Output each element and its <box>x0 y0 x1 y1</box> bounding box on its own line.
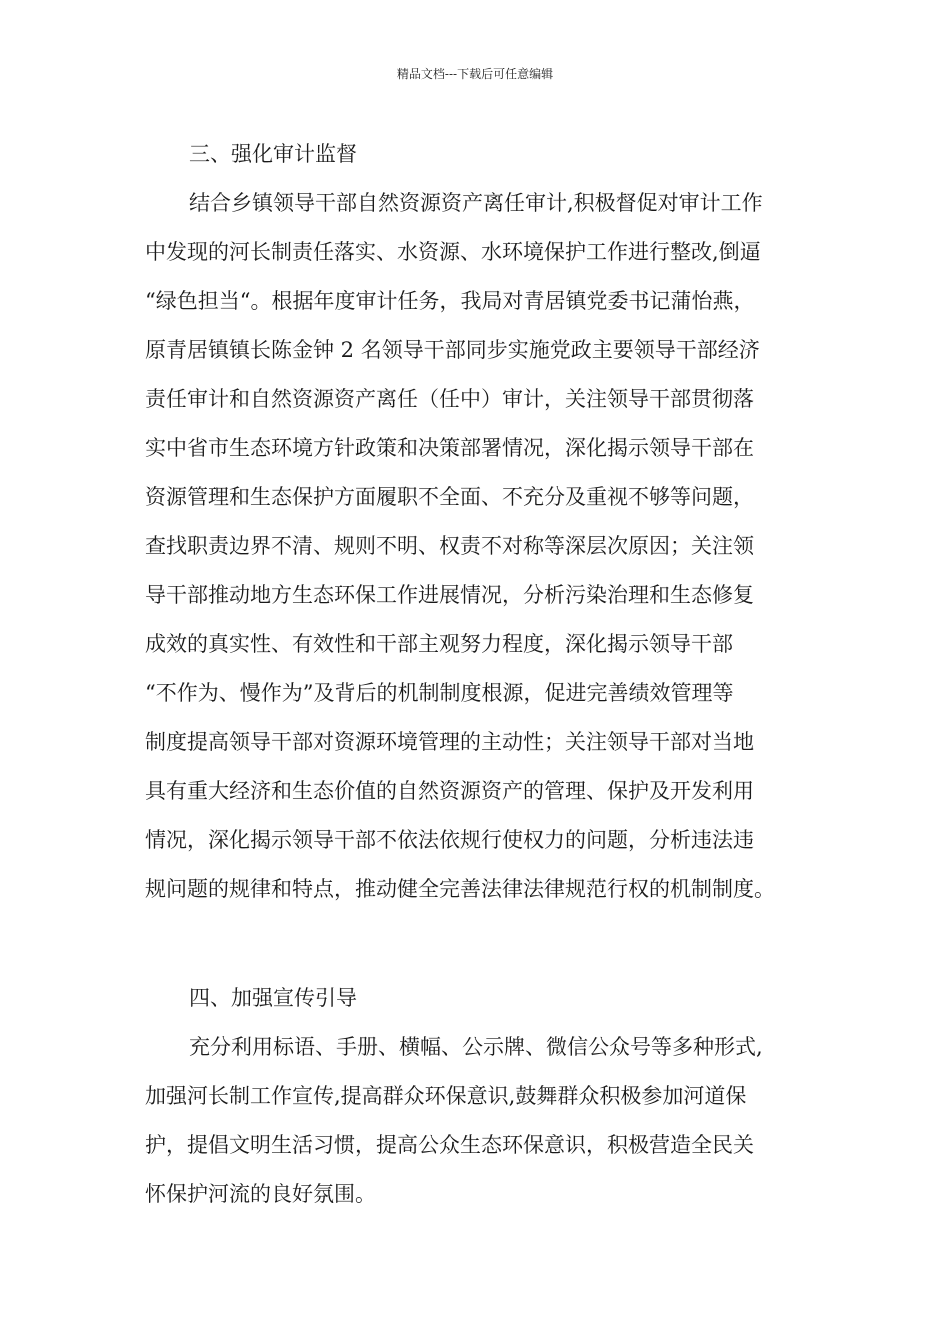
paragraph-line: 导干部推动地方生态环保工作进展情况，分析污染治理和生态修复 <box>145 583 754 607</box>
page-header: 精品文档---下载后可任意编辑 <box>396 67 554 81</box>
paragraph-line: “绿色担当“。根据年度审计任务，我局对青居镇党委书记蒲怡燕， <box>145 289 755 313</box>
section-spacer <box>145 914 827 974</box>
paragraph-line: 资源管理和生态保护方面履职不全面、不充分及重视不够等问题， <box>145 485 754 509</box>
paragraph-line: 具有重大经济和生态价值的自然资源资产的管理、保护及开发利用 <box>145 779 754 803</box>
paragraph-line: 中发现的河长制责任落实、水资源、水环境保护工作进行整改,倒逼 <box>145 240 761 264</box>
document-body <box>145 130 827 1219</box>
section-heading-4: 四、加强宣传引导 <box>189 986 357 1010</box>
paragraph-line: 结合乡镇领导干部自然资源资产离任审计,积极督促对审计工作 <box>189 191 763 215</box>
paragraph-line: 加强河长制工作宣传,提高群众环保意识,鼓舞群众积极参加河道保 <box>145 1084 747 1108</box>
paragraph-line: 护，提倡文明生活习惯，提高公众生态环保意识，积极营造全民关 <box>145 1133 754 1157</box>
paragraph-line: 责任审计和自然资源资产离任（任中）审计，关注领导干部贯彻落 <box>145 387 754 411</box>
paragraph-line: 情况，深化揭示领导干部不依法依规行使权力的问题，分析违法违 <box>145 828 754 852</box>
section-4-paragraph <box>145 1023 827 1219</box>
paragraph-line: 成效的真实性、有效性和干部主观努力程度，深化揭示领导干部 <box>145 632 733 656</box>
paragraph-line: 实中省市生态环境方针政策和决策部署情况，深化揭示领导干部在 <box>145 436 754 460</box>
section-heading-3: 三、强化审计监督 <box>189 142 357 166</box>
paragraph-line: 规问题的规律和特点，推动健全完善法律法律规范行权的机制制度。 <box>145 877 775 901</box>
paragraph-line: 制度提高领导干部对资源环境管理的主动性；关注领导干部对当地 <box>145 730 754 754</box>
paragraph-line: 原青居镇镇长陈金钟 2 名领导干部同步实施党政主要领导干部经济 <box>145 338 760 362</box>
paragraph-line: 查找职责边界不清、规则不明、权责不对称等深层次原因；关注领 <box>145 534 754 558</box>
paragraph-line: “不作为、慢作为”及背后的机制制度根源，促进完善绩效管理等 <box>145 681 734 705</box>
section-3-paragraph <box>145 179 827 914</box>
paragraph-line: 怀保护河流的良好氛围。 <box>145 1182 376 1206</box>
paragraph-line: 充分利用标语、手册、横幅、公示牌、微信公众号等多种形式, <box>189 1035 763 1059</box>
